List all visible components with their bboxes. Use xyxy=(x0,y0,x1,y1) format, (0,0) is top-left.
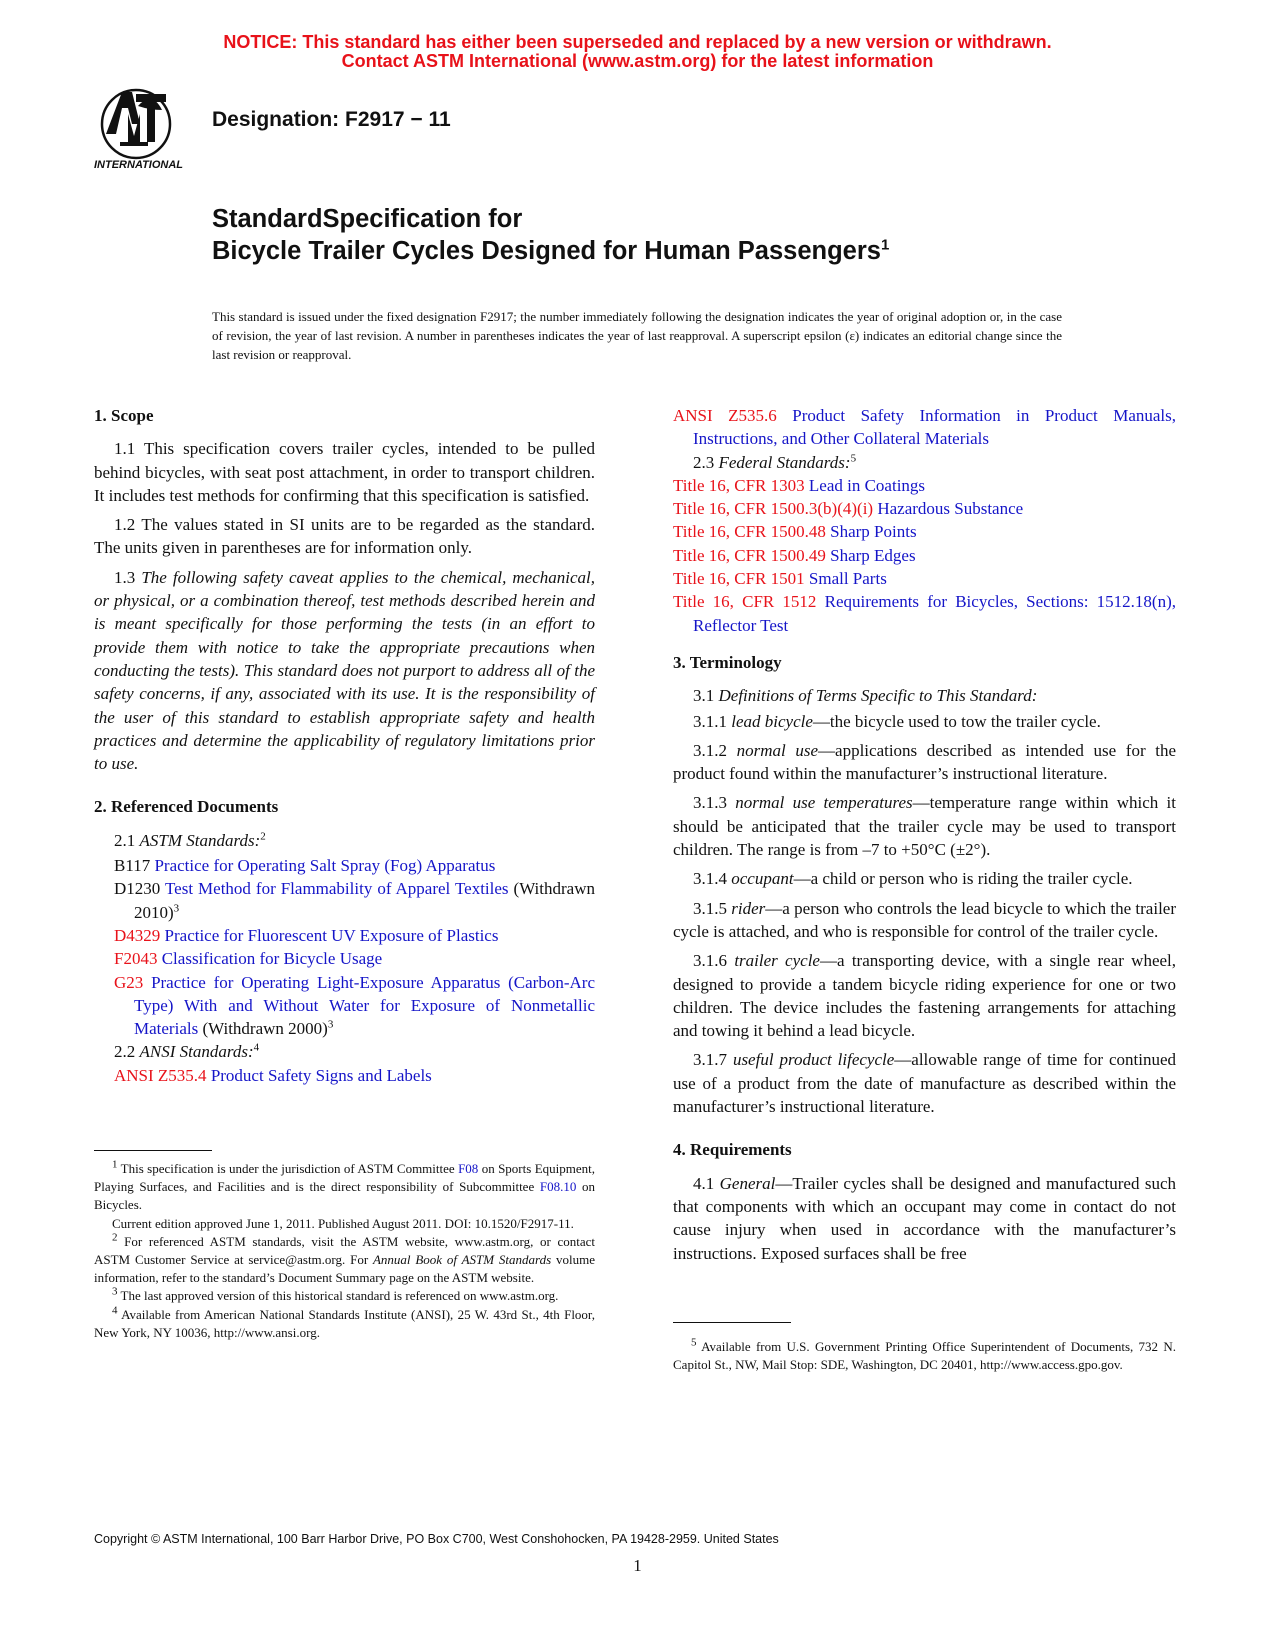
document-title xyxy=(212,203,889,267)
title-line-1: StandardSpecification for xyxy=(212,205,523,233)
term-3-1-6: 3.1.6 trailer cycle—a transporting device, with a single rear wheel, designed to provide a tandem bicycle riding experience for one or two children. The device includes the fastening arrangements for attaching and towing it behind a lead bicycle. xyxy=(673,951,1177,1041)
ref-federal-0[interactable]: Title 16, CFR 1303 Lead in Coatings xyxy=(673,475,926,495)
section-heading-terminology: 3. Terminology xyxy=(673,652,782,672)
paragraph-1-1: 1.1 This specification covers trailer cycles, intended to be pulled behind bicycles, with seat post attachment, in order to transport children. It includes test methods for confirming that this specification is satisfied. xyxy=(94,439,595,505)
term-3-1-7: 3.1.7 useful product lifecycle—allowable range of time for continued use of a product from the date of manufacture as described within the manufacturer’s instructional literature. xyxy=(673,1050,1176,1117)
committee-link[interactable]: F08 xyxy=(458,1161,479,1176)
footnote-2: $^2$ For referenced ASTM standards, visit the ASTM website, www.astm.org, or contact ASTM Customer Service at service@astm.org. For Annual Book of ASTM Standards volume information, refer to the standard’s Document Summary page on the ASTM website. xyxy=(94,1231,596,1286)
footnote-1-edition: Current edition approved June 1, 2011. Published August 2011. DOI: 10.1520/F2917-11. xyxy=(112,1215,574,1231)
federal-standards-label: 2.3 Federal Standards:$^5$ xyxy=(693,451,857,472)
footnote-rule-left xyxy=(94,1150,212,1151)
copyright: Copyright © ASTM International, 100 Barr Harbor Drive, PO Box C700, West Conshohocken, PA 19428-2959. United States xyxy=(94,1532,779,1546)
ref-astm-4[interactable]: G23 Practice for Operating Light-Exposure Apparatus (Carbon-Arc Type) With and Without Water for Exposure of Nonmetallic Materials (Withdrawn 2000)$^3$ xyxy=(114,972,595,1039)
notice-line-2: Contact ASTM International (www.astm.org) for the latest information xyxy=(341,51,934,71)
left-column xyxy=(94,404,595,1087)
ref-federal-2[interactable]: Title 16, CFR 1500.48 Sharp Points xyxy=(673,522,917,542)
supersede-notice xyxy=(0,33,1275,71)
section-heading-requirements: 4. Requirements xyxy=(673,1140,792,1160)
ansi-standards-label: 2.2 ANSI Standards:$^4$ xyxy=(114,1041,260,1062)
logo-text: INTERNATIONAL xyxy=(94,159,184,170)
notice-line-1: NOTICE: This standard has either been superseded and replaced by a new version or withdrawn. xyxy=(223,32,1052,52)
requirement-4-1: 4.1 General—Trailer cycles shall be designed and manufactured such that components with which an occupant may come in contact do not cause injury when used in accordance with the manufacturer’s instructions. Exposed surfaces shall be free xyxy=(673,1173,1176,1263)
paragraph-1-3-text: The following safety caveat applies to the chemical, mechanical, or physical, or a combination thereof, test methods described herein and is meant specifically for those performing the tests (in an effort to provide them with notice to take the appropriate precautions when conducting the tests). This standard does not purport to address all of the safety concerns, if any, associated with its use. It is the responsibility of the user of this standard to establish appropriate safety and health practices and determine the applicability of regulatory limitations prior to use. xyxy=(94,567,596,774)
right-column xyxy=(673,404,1176,1271)
ref-astm-3[interactable]: F2043 Classification for Bicycle Usage xyxy=(114,949,383,969)
ref-astm-0[interactable]: B117 Practice for Operating Salt Spray (Fog) Apparatus xyxy=(114,856,496,876)
footnotes-right xyxy=(673,1338,1176,1374)
term-3-1-3: 3.1.3 normal use temperatures—temperature range within which it should be anticipated that the trailer cycle may be used to transport children. The range is from –7 to +50°C (±2°). xyxy=(673,793,1176,860)
term-3-1-2: 3.1.2 normal use—applications described as intended use for the product found within the manufacturer’s instructional literature. xyxy=(673,740,1177,784)
paragraph-1-2: 1.2 The values stated in SI units are to be regarded as the standard. The units given in parentheses are for information only. xyxy=(94,515,595,558)
designation: Designation: F2917 − 11 xyxy=(212,108,451,131)
footnote-rule-right xyxy=(673,1322,791,1323)
term-3-1-5: 3.1.5 rider—a person who controls the lead bicycle to which the trailer cycle is attached, and who is responsible for control of the trailer cycle. xyxy=(673,898,1177,941)
ref-federal-4[interactable]: Title 16, CFR 1501 Small Parts xyxy=(673,569,887,589)
footnote-4: $^4$ Available from American National Standards Institute (ANSI), 25 W. 43rd St., 4th Floor, New York, NY 10036, http://www.ansi.org. xyxy=(94,1304,595,1340)
section-heading-referenced: 2. Referenced Documents xyxy=(94,797,279,817)
term-3-1-1: 3.1.1 lead bicycle—the bicycle used to tow the trailer cycle. xyxy=(693,711,1101,731)
ref-astm-2[interactable]: D4329 Practice for Fluorescent UV Exposure of Plastics xyxy=(114,925,499,945)
title-line-2: Bicycle Trailer Cycles Designed for Human Passengers xyxy=(212,237,881,265)
title-footnote-ref[interactable]: 1 xyxy=(880,236,890,254)
ref-federal-5[interactable]: Title 16, CFR 1512 Requirements for Bicycles, Sections: 1512.18(n), Reflector Test xyxy=(673,592,1177,635)
footnote-3: $^3$ The last approved version of this historical standard is referenced on www.astm.org. xyxy=(112,1286,559,1304)
term-3-1-4: 3.1.4 occupant—a child or person who is riding the trailer cycle. xyxy=(693,869,1133,889)
astm-standards-label: 2.1 ASTM Standards:$^2$ xyxy=(114,830,266,850)
footnotes-left xyxy=(94,1160,595,1342)
page-number: 1 xyxy=(633,1556,642,1575)
astm-logo xyxy=(92,84,192,170)
subcommittee-link[interactable]: F08.10 xyxy=(539,1179,577,1195)
section-heading-scope: 1. Scope xyxy=(94,406,154,425)
issued-note: This standard is issued under the fixed designation F2917; the number immediately following the designation indicates the year of original adoption or, in the case of revision, the year of last revision. A number in parentheses indicates the year of last reapproval. A superscript epsilon (ε) indicates an editorial change since the last revision or reapproval. xyxy=(212,309,1062,362)
definitions-label: 3.1 Definitions of Terms Specific to This Standard: xyxy=(693,686,1038,706)
paragraph-1-3-num: 1.3 xyxy=(114,567,136,587)
ref-ansi-1[interactable]: ANSI Z535.6 Product Safety Information in Product Manuals, Instructions, and Other Collateral Materials xyxy=(673,406,1176,449)
footnote-1: $^1$ This specification is under the jurisdiction of ASTM Committee F08 on Sports Equipment, Playing Surfaces, and Facilities and is the direct responsibility of Subcommittee F08.10 on Bicycles. xyxy=(94,1158,596,1213)
paragraph-1-3 xyxy=(94,566,595,776)
ref-federal-3[interactable]: Title 16, CFR 1500.49 Sharp Edges xyxy=(673,545,916,565)
footnote-5: $^5$ Available from U.S. Government Printing Office Superintendent of Documents, 732 N. Capitol St., NW, Mail Stop: SDE, Washington, DC 20401, http://www.access.gpo.gov. xyxy=(673,1336,1176,1373)
ref-ansi-0[interactable]: ANSI Z535.4 Product Safety Signs and Labels xyxy=(114,1065,432,1085)
ref-astm-1[interactable]: D1230 Test Method for Flammability of Apparel Textiles (Withdrawn 2010)$^3$ xyxy=(114,879,595,922)
ref-federal-1[interactable]: Title 16, CFR 1500.3(b)(4)(i) Hazardous Substance xyxy=(673,499,1024,519)
